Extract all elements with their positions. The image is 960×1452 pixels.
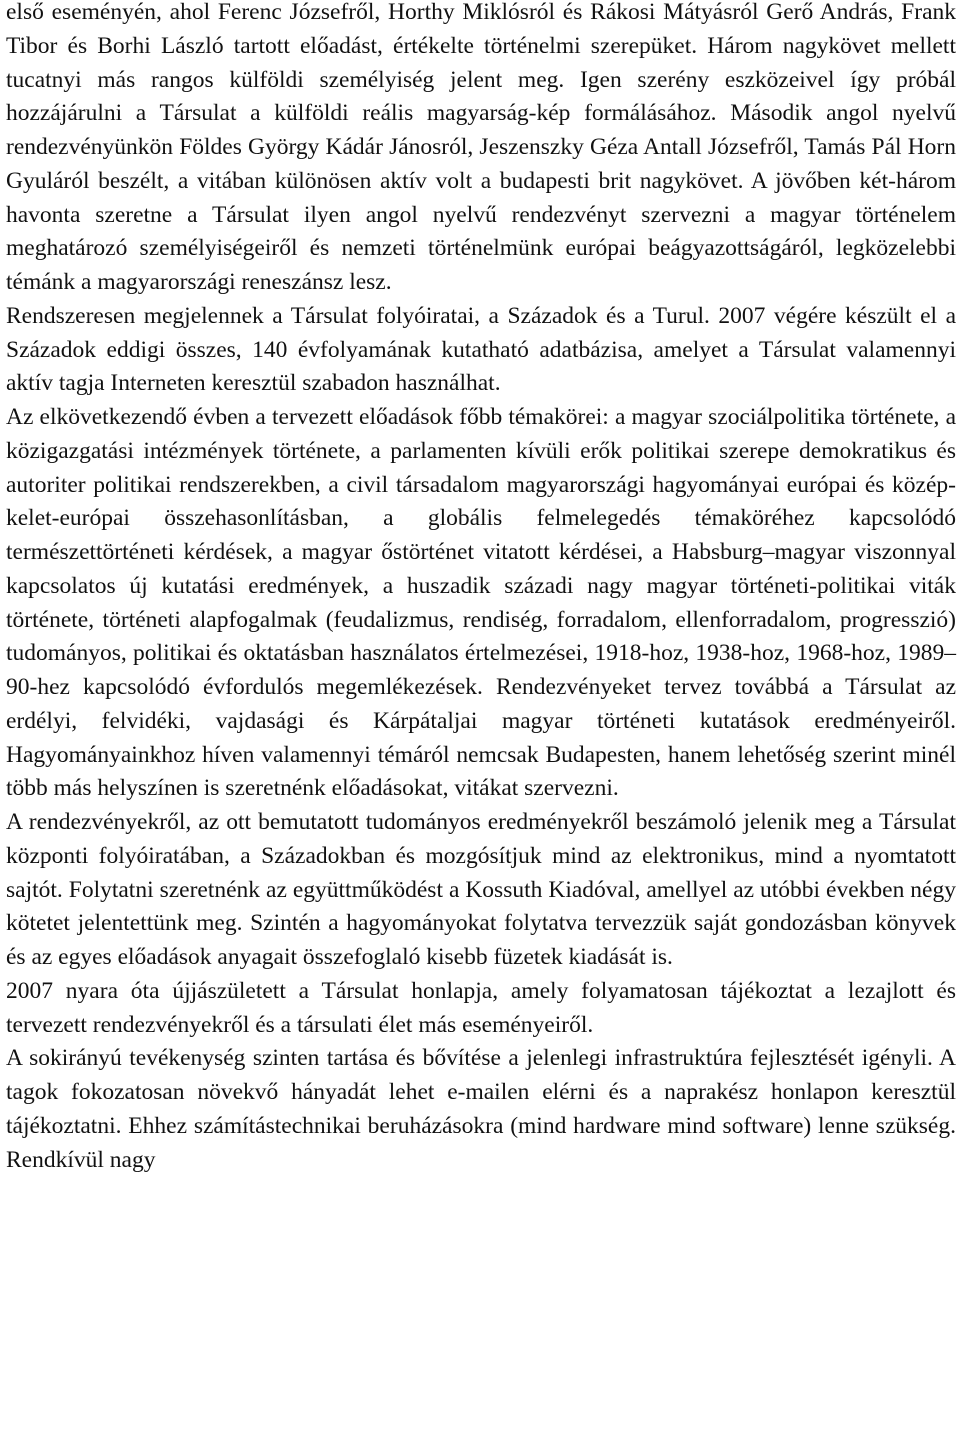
paragraph-publications: A rendezvényekről, az ott bemutatott tudományos eredményekről beszámoló jelenik meg a Társulat központi folyóiratában, a Századokban és mozgósítjuk mind az elektronikus, mind a nyomtatott sajtót. Folytatni szeretnénk az együttműködést a Kossuth Kiadóval, amellyel az utóbbi években négy kötetet jelentettünk meg. Szintén a hagyományokat folytatva tervezzük saját gondozásban könyvek és az egyes előadások anyagait összefoglaló kisebb füzetek kiadását is. (6, 809, 956, 970)
paragraph-journals: Rendszeresen megjelennek a Társulat folyóiratai, a Századok és a Turul. 2007 végére készült el a Századok eddigi összes, 140 évfolyamának kutatható adatbázisa, amelyet a Társulat valamennyi aktív tagja Interneten keresztül szabadon használhat. (6, 302, 956, 397)
paragraph-planned-topics: Az elkövetkezendő évben a tervezett előadások főbb témakörei: a magyar szociálpolitika története, a közigazgatási intézmények története, a parlamenten kívüli erők politikai szerepe demokratikus és autoriter politikai rendszerekben, a civil társadalom magyarországi hagyományai európai és közép-kelet-európai összehasonlításban, a globális felmelegedés témaköréhez kapcsolódó természettörténeti kérdések, a magyar őstörténet vitatott kérdései, a Habsburg–magyar viszonnyal kapcsolatos új kutatási eredmények, a huszadik századi nagy magyar történeti-politikai viták története, történeti alapfogalmak (feudalizmus, rendiség, forradalom, ellenforradalom, progresszió) tudományos, politikai és oktatásban használatos értelmezései, 1918-hoz, 1938-hoz, 1968-hoz, 1989–90-hez kapcsolódó évfordulós megemlékezések. Rendezvényeket tervez továbbá a Társulat az erdélyi, felvidéki, vajdasági és Kárpátaljai magyar történeti kutatások eredményeiről. Hagyományainkhoz híven valamennyi témáról nemcsak Budapesten, hanem lehetőség szerint minél több más helyszínen is szeretnénk előadásokat, vitákat szervezni. (6, 404, 956, 802)
paragraph-infrastructure: A sokirányú tevékenység szinten tartása és bővítése a jelenlegi infrastruktúra fejlesztését igényli. A tagok fokozatosan növekvő hányadát lehet e-mailen elérni és a naprakész honlapon keresztül tájékoztatni. Ehhez számítástechnikai beruházásokra (mind hardware mind software) lenne szükség. Rendkívül nagy (6, 1045, 956, 1173)
paragraph-events: első eseményén, ahol Ferenc Józsefről, Horthy Miklósról és Rákosi Mátyásról Gerő András, Frank Tibor és Borhi László tartott előadást, értékelte történelmi szerepüket. Három nagykövet mellett tucatnyi más rangos külföldi személyiség jelent meg. Igen szerény eszközeivel így próbál hozzájárulni a Társulat a külföldi reális magyarság-kép formálásához. Második angol nyelvű rendezvényünkön Földes György Kádár Jánosról, Jeszenszky Géza Antall Józsefről, Tamás Pál Horn Gyuláról beszélt, a vitában különösen aktív volt a budapesti brit nagykövet. A jövőben két-három havonta szeretne a Társulat ilyen angol nyelvű rendezvényt szervezni a magyar történelem meghatározó személyiségeiről és nemzeti történelmünk európai beágyazottságáról, legközelebbi témánk a magyarországi reneszánsz lesz. (6, 0, 956, 295)
document-page (6, 0, 956, 1177)
paragraph-website: 2007 nyara óta újjászületett a Társulat honlapja, amely folyamatosan tájékoztat a lezajlott és tervezett rendezvényekről és a társulati élet más eseményeiről. (6, 977, 956, 1038)
